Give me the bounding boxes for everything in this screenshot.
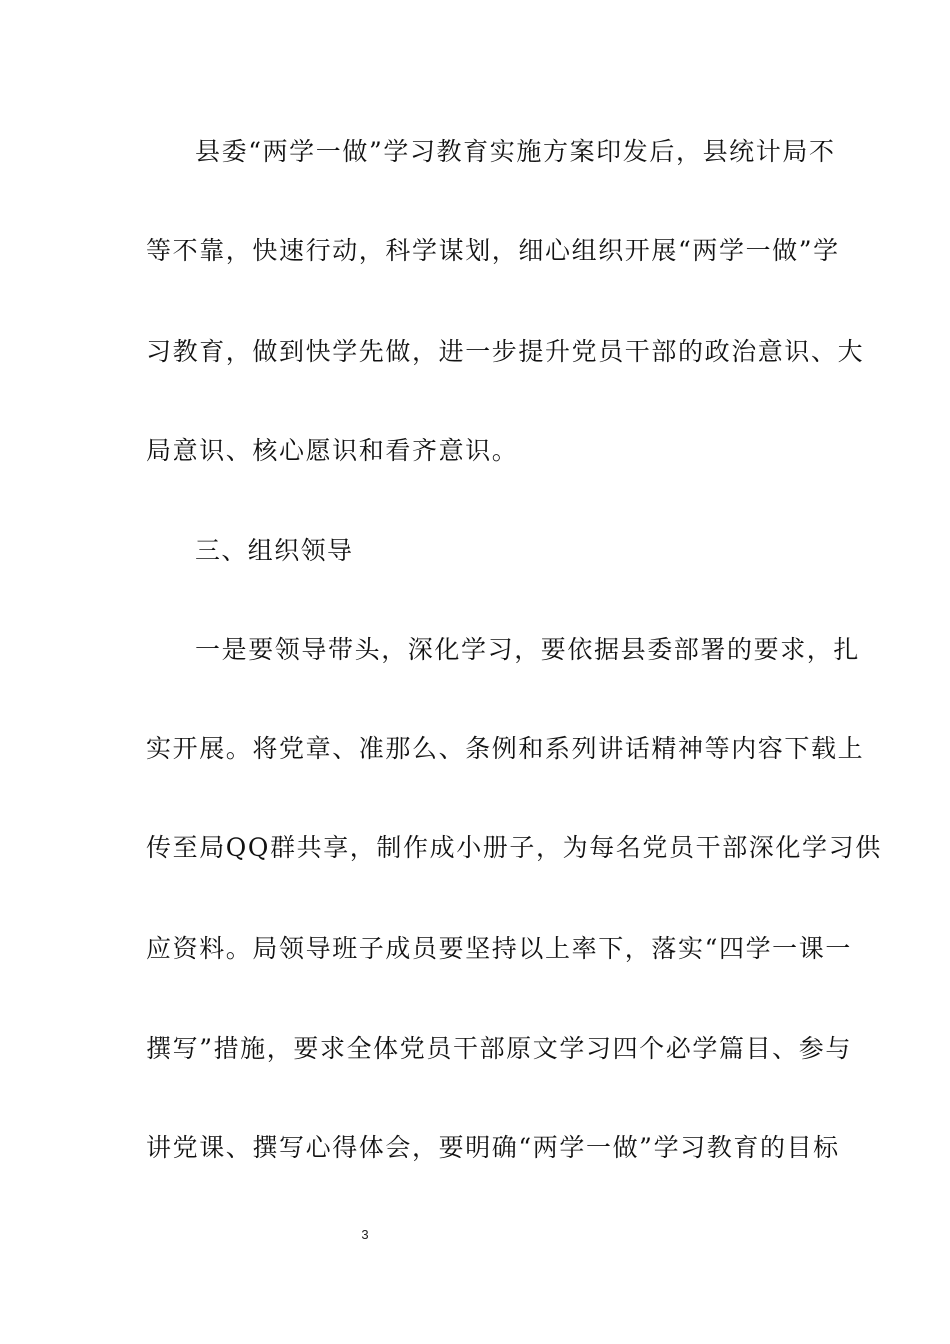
paragraph-2-line-1: 一是要领导带头，深化学习，要依据县委部署的要求，扎 bbox=[195, 635, 861, 664]
paragraph-1-line-1: 县委“两学一做”学习教育实施方案印发后，县统计局不 bbox=[195, 137, 836, 166]
paragraph-1-line-2: 等不靠，快速行动，科学谋划，细心组织开展“两学一做”学 bbox=[146, 236, 840, 265]
paragraph-2-line-2: 实开展。将党章、准那么、条例和系列讲话精神等内容下载上 bbox=[146, 734, 865, 763]
paragraph-2-line-6: 讲党课、撰写心得体会，要明确“两学一做”学习教育的目标 bbox=[146, 1133, 840, 1162]
paragraph-2-line-4: 应资料。局领导班子成员要坚持以上率下，落实“四学一课一 bbox=[146, 934, 852, 963]
section-heading: 三、组织领导 bbox=[195, 536, 354, 565]
paragraph-1-line-4: 局意识、核心愿识和看齐意识。 bbox=[146, 436, 519, 465]
paragraph-2-line-3: 传至局QQ群共享，制作成小册子，为每名党员干部深化学习供 bbox=[146, 833, 882, 862]
page-number: 3 bbox=[361, 1227, 369, 1242]
paragraph-2-line-5: 撰写”措施，要求全体党员干部原文学习四个必学篇目、参与 bbox=[146, 1034, 852, 1063]
paragraph-1-line-3: 习教育，做到快学先做，进一步提升党员干部的政治意识、大 bbox=[146, 337, 865, 366]
